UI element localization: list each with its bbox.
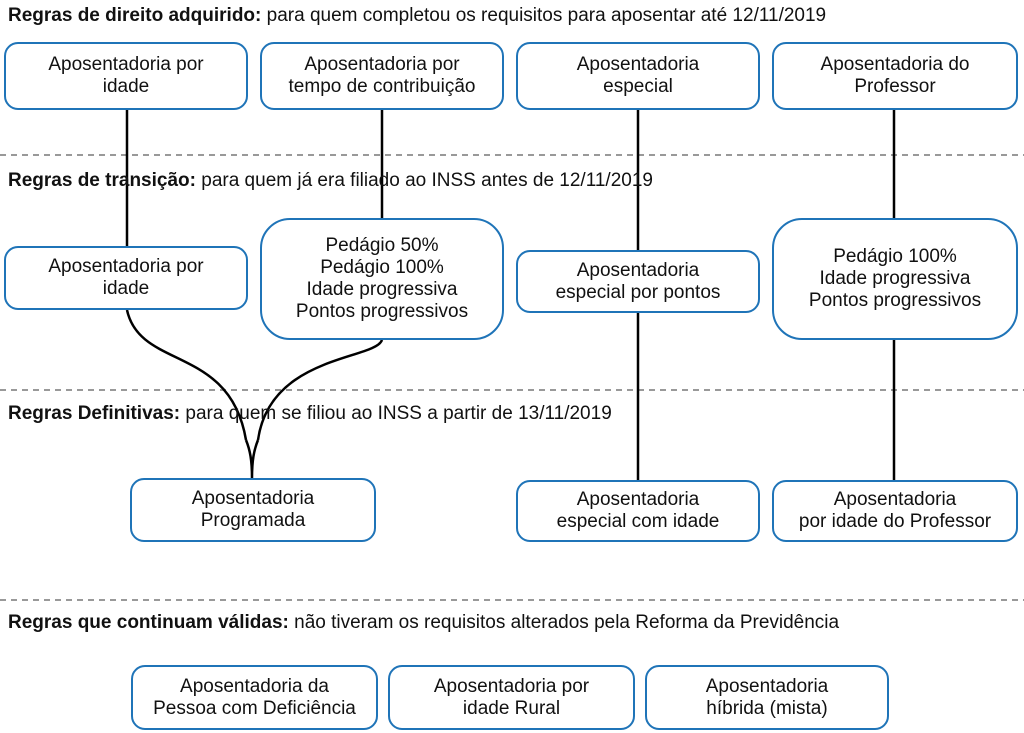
- box-pessoa-com-deficiencia: Aposentadoria da Pessoa com Deficiência: [131, 665, 378, 730]
- box-aposentadoria-professor: Aposentadoria do Professor: [772, 42, 1018, 110]
- heading-continuam-validas: Regras que continuam válidas: não tiveram os requisitos alterados pela Reforma da Previdência: [8, 612, 840, 633]
- heading-transicao: Regras de transição: para quem já era filiado ao INSS antes de 12/11/2019: [8, 170, 653, 191]
- box-especial-com-idade: Aposentadoria especial com idade: [516, 480, 760, 542]
- box-tempo-de-contribuicao: Aposentadoria por tempo de contribuição: [260, 42, 504, 110]
- heading-direito-adquirido: Regras de direito adquirido: para quem completou os requisitos para aposentar até 12/11/2019: [8, 5, 827, 26]
- box-transicao-professor: Pedágio 100% Idade progressiva Pontos progressivos: [772, 218, 1018, 340]
- merge-join: [246, 440, 258, 478]
- box-transicao-tempo: Pedágio 50% Pedágio 100% Idade progressiva Pontos progressivos: [260, 218, 504, 340]
- box-aposentadoria-programada: Aposentadoria Programada: [130, 478, 376, 542]
- box-hibrida-mista: Aposentadoria híbrida (mista): [645, 665, 889, 730]
- box-idade-do-professor: Aposentadoria por idade do Professor: [772, 480, 1018, 542]
- box-especial-por-pontos: Aposentadoria especial por pontos: [516, 250, 760, 313]
- box-idade-rural: Aposentadoria por idade Rural: [388, 665, 635, 730]
- box-aposentadoria-por-idade: Aposentadoria por idade: [4, 42, 248, 110]
- heading-definitivas: Regras Definitivas: para quem se filiou ao INSS a partir de 13/11/2019: [8, 403, 612, 424]
- box-transicao-idade: Aposentadoria por idade: [4, 246, 248, 310]
- box-aposentadoria-especial: Aposentadoria especial: [516, 42, 760, 110]
